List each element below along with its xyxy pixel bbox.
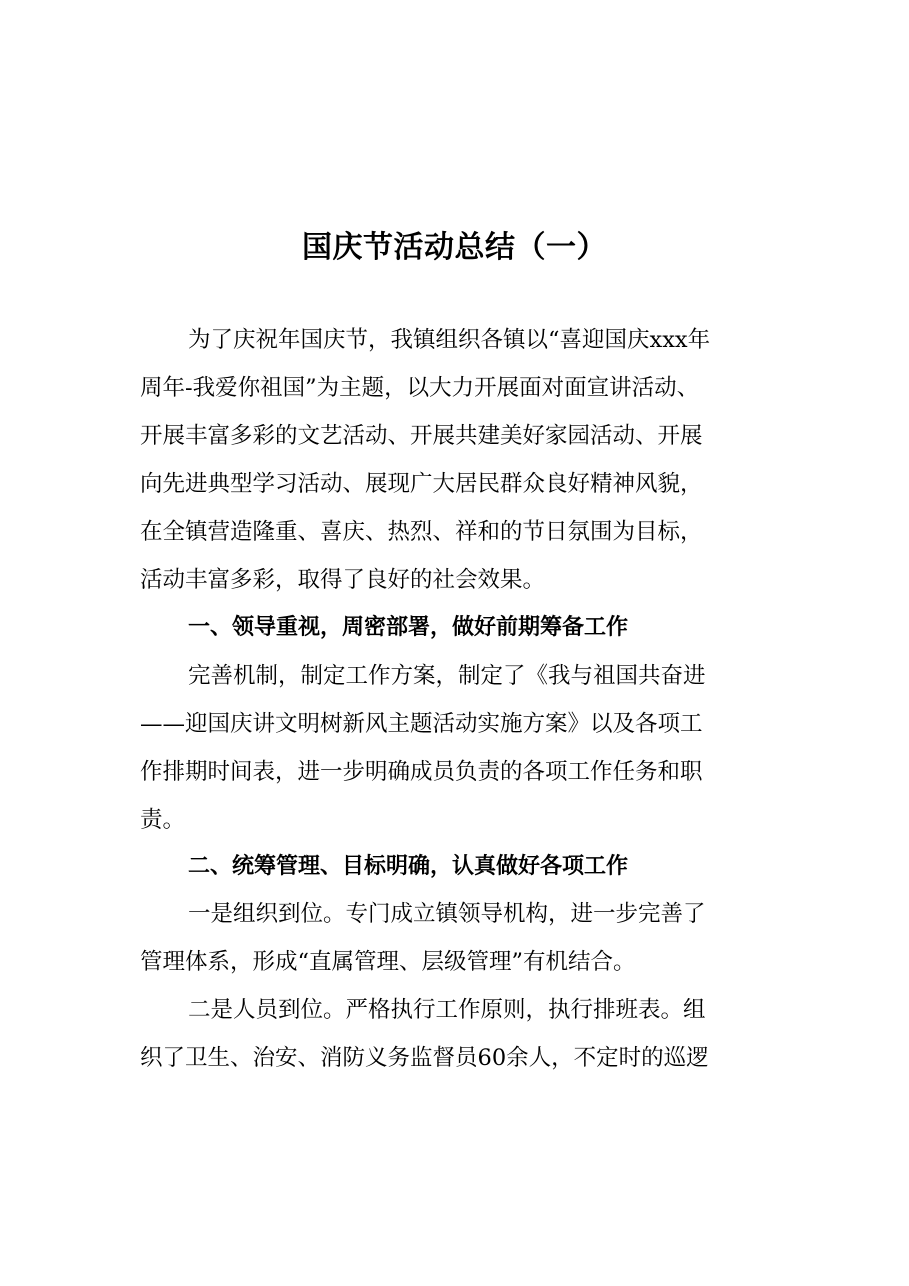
paragraph-line: ——迎国庆讲文明树新风主题活动实施方案》以及各项工 xyxy=(140,711,703,737)
paragraph-line: 周年-我爱你祖国”为主题，以大力开展面对面宣讲活动、 xyxy=(140,375,700,401)
paragraph-line: 一是组织到位。专门成立镇领导机构，进一步完善了 xyxy=(188,901,706,927)
paragraph-line: 向先进典型学习活动、展现广大居民群众良好精神风貌， xyxy=(140,471,703,497)
paragraph-line: 完善机制，制定工作方案，制定了《我与祖国共奋进 xyxy=(188,663,706,689)
document-title: 国庆节活动总结（一） xyxy=(302,230,607,265)
paragraph-line: 责。 xyxy=(140,807,186,833)
paragraph-line: 作排期时间表，进一步明确成员负责的各项工作任务和职 xyxy=(140,759,703,785)
paragraph-line: 为了庆祝年国庆节，我镇组织各镇以“喜迎国庆xxx年 xyxy=(188,327,711,353)
section-heading: 一、领导重视，周密部署，做好前期筹备工作 xyxy=(188,615,629,640)
paragraph-line: 二是人员到位。严格执行工作原则，执行排班表。组 xyxy=(188,997,706,1023)
section-heading: 二、统筹管理、目标明确，认真做好各项工作 xyxy=(188,854,629,879)
paragraph-line: 织了卫生、治安、消防义务监督员60余人，不定时的巡逻 xyxy=(140,1045,709,1071)
paragraph-line: 在全镇营造隆重、喜庆、热烈、祥和的节日氛围为目标， xyxy=(140,519,703,545)
paragraph-line: 管理体系，形成“直属管理、层级管理”有机结合。 xyxy=(140,949,636,975)
paragraph-line: 活动丰富多彩，取得了良好的社会效果。 xyxy=(140,567,546,593)
paragraph-line: 开展丰富多彩的文艺活动、开展共建美好家园活动、开展 xyxy=(140,423,703,449)
